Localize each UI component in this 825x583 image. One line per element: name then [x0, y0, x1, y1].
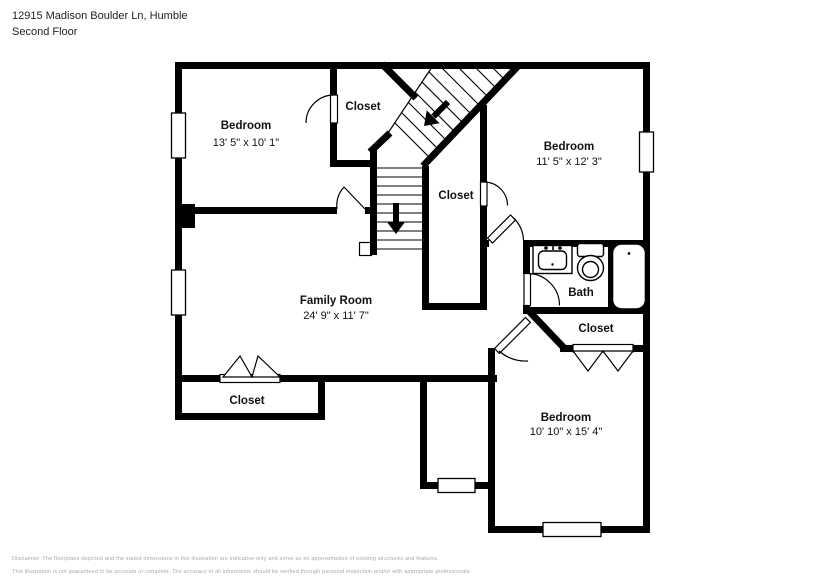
- label-bedroom-br-dims: 10' 10" x 15' 4": [529, 426, 603, 438]
- disclaimer: [12, 553, 471, 579]
- disclaimer-line-1: Disclaimer: The floorplans depicted and the stated dimensions in this illustration are indicative only and serve as an approximation of existing structures and features.: [12, 556, 439, 562]
- label-closet-bottom-left: Closet: [229, 395, 265, 407]
- bathtub-icon: [613, 244, 646, 309]
- stairs-down-arrow-upper-icon: [424, 102, 448, 126]
- label-bedroom-tr-dims: 11' 5" x 12' 3": [536, 156, 602, 168]
- stairs-base-newel: [360, 243, 372, 256]
- label-family-room: Family Room: [299, 295, 373, 307]
- window-alcove: [438, 479, 475, 493]
- bifold-closet-right: [573, 345, 633, 372]
- label-bath: Bath: [568, 287, 594, 299]
- wall-column-block: [177, 204, 195, 228]
- wall-closet-top-chamfer: [382, 64, 416, 98]
- label-bedroom-br: Bedroom: [540, 412, 592, 424]
- label-bedroom-tl: Bedroom: [220, 120, 272, 132]
- label-bedroom-tl-dims: 13' 5" x 10' 1": [212, 137, 280, 149]
- label-family-room-dims: 24' 9" x 11' 7": [303, 310, 369, 322]
- door-closet-mid: [481, 182, 508, 206]
- bifold-closet-bottom-left: [220, 356, 280, 383]
- wall-top: [175, 62, 650, 69]
- label-closet-top: Closet: [345, 101, 381, 113]
- window-bedroom-tl: [172, 113, 186, 158]
- toilet-icon: [578, 244, 604, 281]
- bath-fixtures: [533, 244, 646, 310]
- floor-label: Second Floor: [12, 26, 78, 38]
- door-bedroom-tr: [488, 215, 524, 243]
- window-family-room: [172, 270, 186, 315]
- stairs-lower-flight-treads: [377, 168, 422, 249]
- address-line: 12915 Madison Boulder Ln, Humble: [12, 10, 188, 22]
- disclaimer-line-2: This illustration is not guaranteed to be accurate or complete. The accuracy of all information should be verified through personal inspection and/or with appropriate professionals.: [12, 569, 472, 575]
- door-bedroom-tl: [337, 187, 365, 209]
- door-bedroom-br: [495, 318, 531, 362]
- label-closet-right: Closet: [578, 323, 614, 335]
- label-closet-mid: Closet: [438, 190, 474, 202]
- door-bath: [524, 274, 560, 306]
- window-bedroom-tr: [640, 132, 654, 172]
- wall-closet-right-chamfer: [527, 309, 566, 350]
- wall-landing-chamfer: [370, 133, 390, 152]
- window-bedroom-br: [543, 523, 601, 537]
- door-closet-top: [306, 95, 338, 123]
- label-bedroom-tr: Bedroom: [543, 141, 595, 153]
- sink-icon: [533, 245, 572, 274]
- stairs-down-arrow-lower-icon: [387, 203, 405, 234]
- stairs-upper-flight-treads: [302, 30, 625, 200]
